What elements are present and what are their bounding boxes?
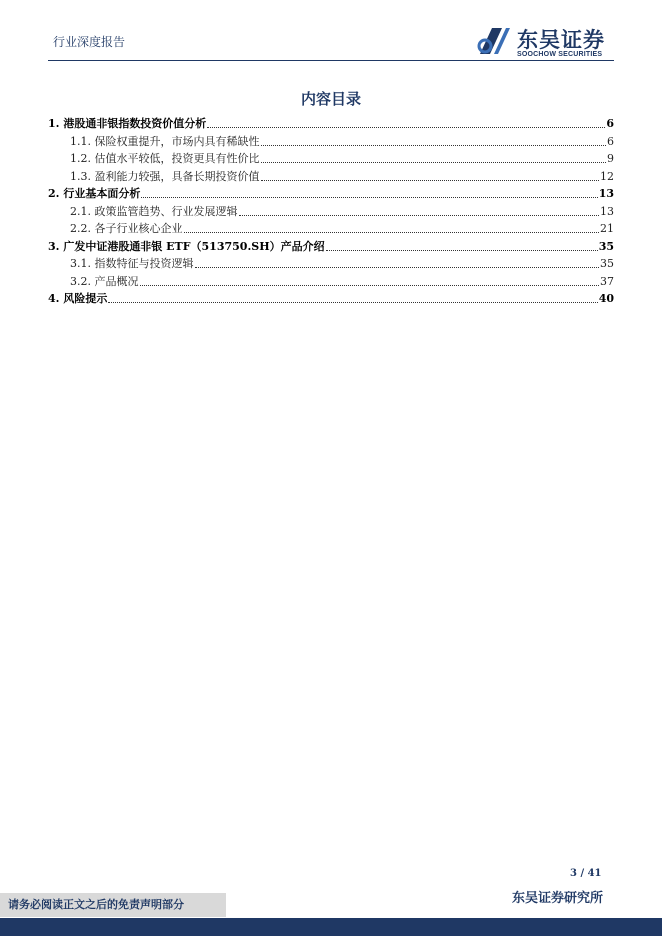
toc-leader-dots <box>261 144 607 146</box>
toc-entry-page: 37 <box>600 274 614 288</box>
toc-leader-dots <box>239 214 600 216</box>
toc-entry-label: 3.1. 指数特征与投资逻辑 <box>70 257 194 270</box>
toc-entry[interactable] <box>48 115 614 132</box>
toc-entry-label: 2. 行业基本面分析 <box>48 187 141 200</box>
toc-entry-page: 40 <box>598 292 614 305</box>
toc-entry[interactable] <box>48 238 614 255</box>
toc-entry-page: 6 <box>606 117 614 130</box>
header-divider <box>48 60 614 61</box>
toc-entry[interactable] <box>48 290 614 307</box>
logo-chinese-name: 东吴证券 <box>517 28 605 52</box>
report-category: 行业深度报告 <box>53 35 126 49</box>
toc-leader-dots <box>207 126 605 128</box>
toc-title: 内容目录 <box>300 90 361 108</box>
toc-entry-page: 21 <box>600 222 614 235</box>
toc-entry-page: 6 <box>607 134 614 148</box>
toc-entry-label: 2.1. 政策监管趋势、行业发展逻辑 <box>70 204 238 218</box>
toc-leader-dots <box>184 231 600 233</box>
toc-entry-label: 1.1. 保险权重提升，市场内具有稀缺性 <box>70 134 260 148</box>
toc-entry-page: 12 <box>600 169 614 183</box>
toc-entry[interactable] <box>48 133 614 150</box>
toc-leader-dots <box>108 301 597 303</box>
toc-leader-dots <box>261 161 607 163</box>
logo-mark-icon <box>476 24 512 58</box>
toc-leader-dots <box>326 249 598 251</box>
toc-entry-label: 3. 广发中证港股通非银 ETF（513750.SH）产品介绍 <box>48 239 325 253</box>
toc-entry-label: 4. 风险提示 <box>48 292 108 305</box>
toc-leader-dots <box>141 196 597 198</box>
toc-entry-page: 35 <box>600 257 614 270</box>
disclaimer-note: 请务必阅读正文之后的免责声明部分 <box>0 893 226 917</box>
toc-entry[interactable] <box>48 273 614 290</box>
toc-entry[interactable] <box>48 220 614 237</box>
toc-entry-page: 9 <box>607 152 614 165</box>
company-logo <box>476 24 626 60</box>
footer-organization: 东吴证券研究所 <box>512 891 604 906</box>
toc-entry-label: 1.2. 估值水平较低，投资更具有性价比 <box>70 152 260 165</box>
toc-leader-dots <box>140 284 600 286</box>
toc-entry-label: 3.2. 产品概况 <box>70 274 139 288</box>
toc-entry[interactable] <box>48 185 614 202</box>
toc-leader-dots <box>261 179 600 181</box>
page-indicator: 3 / 41 <box>570 868 602 879</box>
toc-entry[interactable] <box>48 168 614 185</box>
toc-entry[interactable] <box>48 150 614 167</box>
footer-bar <box>0 918 662 936</box>
toc-entry[interactable] <box>48 203 614 220</box>
toc-leader-dots <box>195 266 600 268</box>
toc-entry-label: 1.3. 盈利能力较强，具备长期投资价值 <box>70 169 260 183</box>
toc-entry-label: 2.2. 各子行业核心企业 <box>70 222 183 235</box>
toc-entry-page: 13 <box>598 187 614 200</box>
toc-entry[interactable] <box>48 255 614 272</box>
logo-english-name: SOOCHOW SECURITIES <box>517 51 603 58</box>
toc-entry-page: 35 <box>598 239 614 253</box>
toc-entry-label: 1. 港股通非银指数投资价值分析 <box>48 117 207 130</box>
toc-entry-page: 13 <box>600 204 614 218</box>
